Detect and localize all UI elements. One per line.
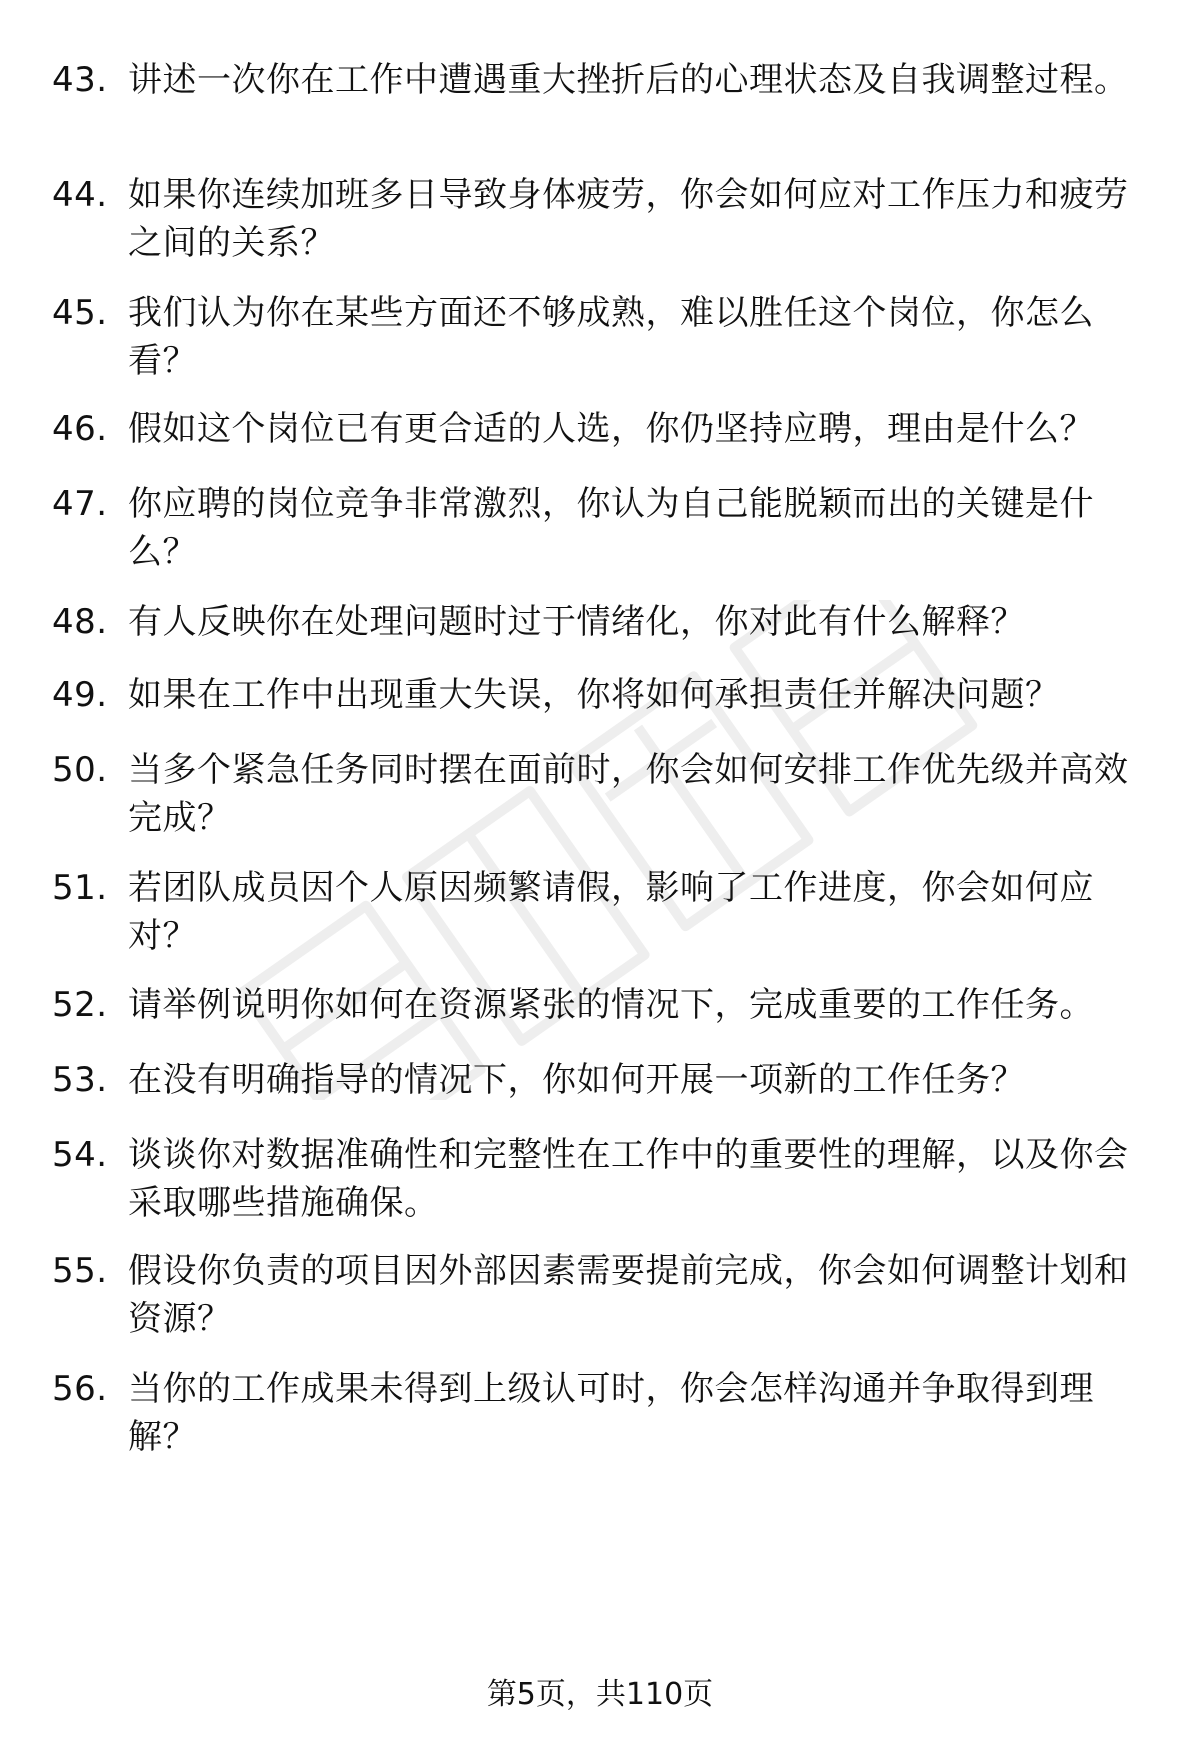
question-number: 56.	[52, 1369, 108, 1409]
question-text: 有人反映你在处理问题时过于情绪化，你对此有什么解释？	[128, 602, 1025, 642]
question-text: 讲述一次你在工作中遭遇重大挫折后的心理状态及自我调整过程。	[128, 60, 1129, 100]
question-number: 51.	[52, 868, 108, 908]
question-text: 假如这个岗位已有更合适的人选，你仍坚持应聘，理由是什么？	[128, 409, 1094, 449]
question-number: 44.	[52, 175, 108, 215]
question-number: 50.	[52, 750, 108, 790]
question-number: 52.	[52, 985, 108, 1025]
question-number: 43.	[52, 60, 108, 100]
question-text: 我们认为你在某些方面还不够成熟，难以胜任这个岗位，你怎么看？	[128, 293, 1094, 381]
question-text: 当多个紧急任务同时摆在面前时，你会如何安排工作优先级并高效完成？	[128, 750, 1129, 838]
question-number: 55.	[52, 1251, 108, 1291]
question-text: 如果在工作中出现重大失误，你将如何承担责任并解决问题？	[128, 675, 1060, 715]
question-number: 45.	[52, 293, 108, 333]
question-number: 49.	[52, 675, 108, 715]
question-text: 若团队成员因个人原因频繁请假，影响了工作进度，你会如何应对？	[128, 868, 1094, 956]
question-number: 46.	[52, 409, 108, 449]
question-text: 请举例说明你如何在资源紧张的情况下，完成重要的工作任务。	[128, 985, 1094, 1025]
question-text: 如果你连续加班多日导致身体疲劳，你会如何应对工作压力和疲劳之间的关系？	[128, 175, 1129, 263]
question-text: 你应聘的岗位竞争非常激烈，你认为自己能脱颖而出的关键是什么？	[128, 484, 1094, 572]
page-footer: 第5页，共110页	[486, 1677, 714, 1712]
question-text: 当你的工作成果未得到上级认可时，你会怎样沟通并争取得到理解？	[128, 1369, 1094, 1457]
question-number: 54.	[52, 1135, 108, 1175]
question-text: 在没有明确指导的情况下，你如何开展一项新的工作任务？	[128, 1060, 1025, 1100]
question-number: 48.	[52, 602, 108, 642]
question-text: 谈谈你对数据准确性和完整性在工作中的重要性的理解，以及你会采取哪些措施确保。	[128, 1135, 1129, 1223]
question-text: 假设你负责的项目因外部因素需要提前完成，你会如何调整计划和资源？	[128, 1251, 1129, 1339]
question-number: 47.	[52, 484, 108, 524]
question-number: 53.	[52, 1060, 108, 1100]
